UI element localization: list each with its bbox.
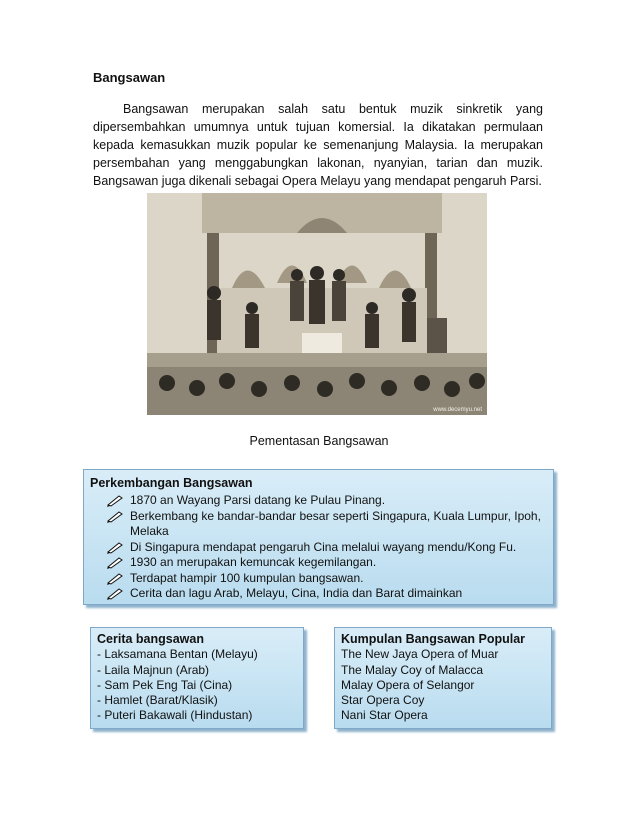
pen-icon xyxy=(106,510,124,523)
stage-photo xyxy=(147,193,487,415)
intro-paragraph: Bangsawan merupakan salah satu bentuk muzik sinkretik yang dipersembahkan umumnya untuk tujuan komersial. Ia dikatakan permulaan kepada kemasukkan muzik popular ke semenanjung Malaysia. Ia merupakan persembahan yang menggabungkan lakonan, nyanyian, tarian dan muzik. Bangsawan juga dikenali sebagai Opera Melayu yang mendapat pengaruh Parsi. xyxy=(93,102,543,188)
list-item-text: 1930 an merupakan kemuncak kegemilangan. xyxy=(130,555,377,569)
stage-photo-illustration xyxy=(147,193,487,415)
list-item: Nani Star Opera xyxy=(341,708,428,723)
kumpulan-title: Kumpulan Bangsawan Popular xyxy=(341,632,526,646)
list-item: - Puteri Bakawali (Hindustan) xyxy=(97,708,253,723)
list-item: The Malay Coy of Malacca xyxy=(341,662,484,677)
pen-icon xyxy=(106,541,124,554)
list-item-text: 1870 an Wayang Parsi datang ke Pulau Pinang. xyxy=(130,493,386,507)
cerita-box xyxy=(90,627,304,729)
pen-icon xyxy=(106,572,124,585)
photo-watermark: www.decemyu.net xyxy=(433,407,482,413)
kumpulan-box xyxy=(334,627,552,729)
perkembangan-title: Perkembangan Bangsawan xyxy=(90,476,253,490)
pen-icon xyxy=(106,587,124,600)
list-item: - Laila Majnun (Arab) xyxy=(97,662,210,677)
list-item xyxy=(106,571,546,587)
section-heading: Bangsawan xyxy=(93,70,166,85)
list-item xyxy=(106,540,546,556)
pen-icon xyxy=(106,556,124,569)
list-item-text: Di Singapura mendapat pengaruh Cina melalui wayang mendu/Kong Fu. xyxy=(130,539,517,554)
list-item: - Sam Pek Eng Tai (Cina) xyxy=(97,677,233,692)
cerita-title: Cerita bangsawan xyxy=(97,632,204,646)
list-item-text: Terdapat hampir 100 kumpulan bangsawan. xyxy=(130,570,364,585)
perkembangan-list xyxy=(106,493,546,602)
pen-icon xyxy=(106,494,124,507)
list-item xyxy=(106,509,546,540)
list-item xyxy=(106,555,546,571)
list-item xyxy=(106,493,546,509)
list-item: - Laksamana Bentan (Melayu) xyxy=(97,647,258,662)
list-item: - Hamlet (Barat/Klasik) xyxy=(97,693,218,708)
list-item: Malay Opera of Selangor xyxy=(341,677,475,692)
perkembangan-box xyxy=(83,469,554,605)
list-item: The New Jaya Opera of Muar xyxy=(341,647,499,662)
photo-caption: Pementasan Bangsawan xyxy=(249,434,389,448)
list-item xyxy=(106,586,546,602)
list-item-text: Cerita dan lagu Arab, Melayu, Cina, India dan Barat dimainkan xyxy=(130,586,463,600)
list-item-text: Berkembang ke bandar-bandar besar seperti Singapura, Kuala Lumpur, Ipoh, Melaka xyxy=(130,508,541,538)
list-item: Star Opera Coy xyxy=(341,693,425,708)
